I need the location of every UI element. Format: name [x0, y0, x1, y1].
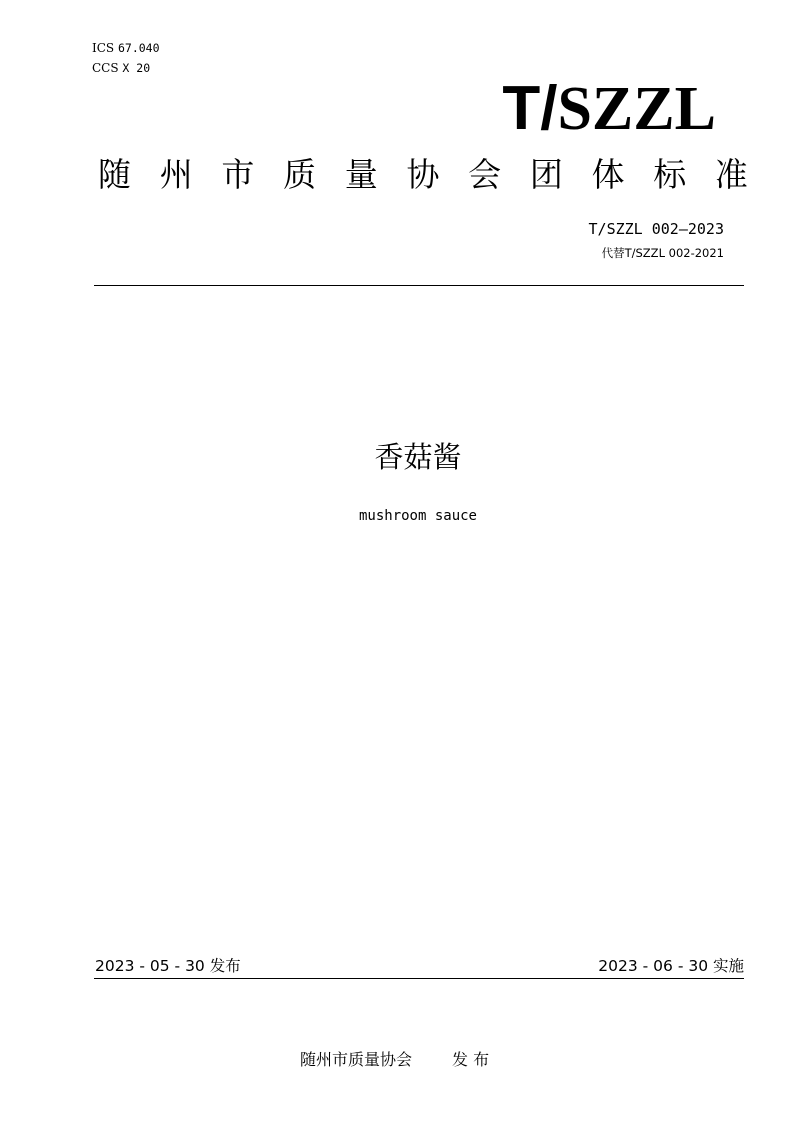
replaces-standard: 代替T/SZZL 002-2021	[601, 246, 724, 260]
ics-line	[92, 38, 160, 58]
issuer-line	[300, 1048, 489, 1072]
org-title-char: 市	[221, 155, 255, 194]
publication-date: 2023 - 05 - 30 发布	[95, 957, 241, 975]
logo-code: SZZL	[557, 75, 716, 143]
header-divider	[94, 285, 744, 286]
organization-title	[98, 150, 748, 200]
document-subtitle: mushroom sauce	[358, 508, 477, 524]
org-title-char: 会	[468, 155, 502, 194]
standard-number: T/SZZL 002—2023	[588, 220, 724, 238]
ics-value: 67.040	[117, 41, 160, 55]
org-title-char: 州	[159, 155, 193, 194]
org-title-char: 量	[344, 155, 378, 194]
issuer-action: 发 布	[452, 1050, 490, 1069]
org-title-char: 标	[653, 155, 687, 194]
org-title-char: 质	[283, 155, 317, 194]
org-title-char: 协	[406, 155, 440, 194]
org-title-char: 准	[714, 155, 748, 194]
logo-prefix: T/	[502, 74, 558, 143]
ccs-line	[92, 58, 160, 78]
footer-divider	[94, 978, 744, 979]
issuer-name: 随州市质量协会	[300, 1050, 413, 1069]
org-title-char: 体	[591, 155, 625, 194]
ics-label: ICS	[92, 41, 115, 55]
document-title: 香菇酱	[374, 440, 462, 474]
standard-logo	[502, 74, 716, 144]
ccs-value: X 20	[122, 61, 151, 75]
org-title-char: 随	[98, 155, 131, 194]
org-title-char: 团	[529, 155, 563, 194]
classification-codes	[92, 38, 160, 78]
ccs-label: CCS	[92, 61, 119, 75]
implementation-date: 2023 - 06 - 30 实施	[598, 957, 744, 975]
